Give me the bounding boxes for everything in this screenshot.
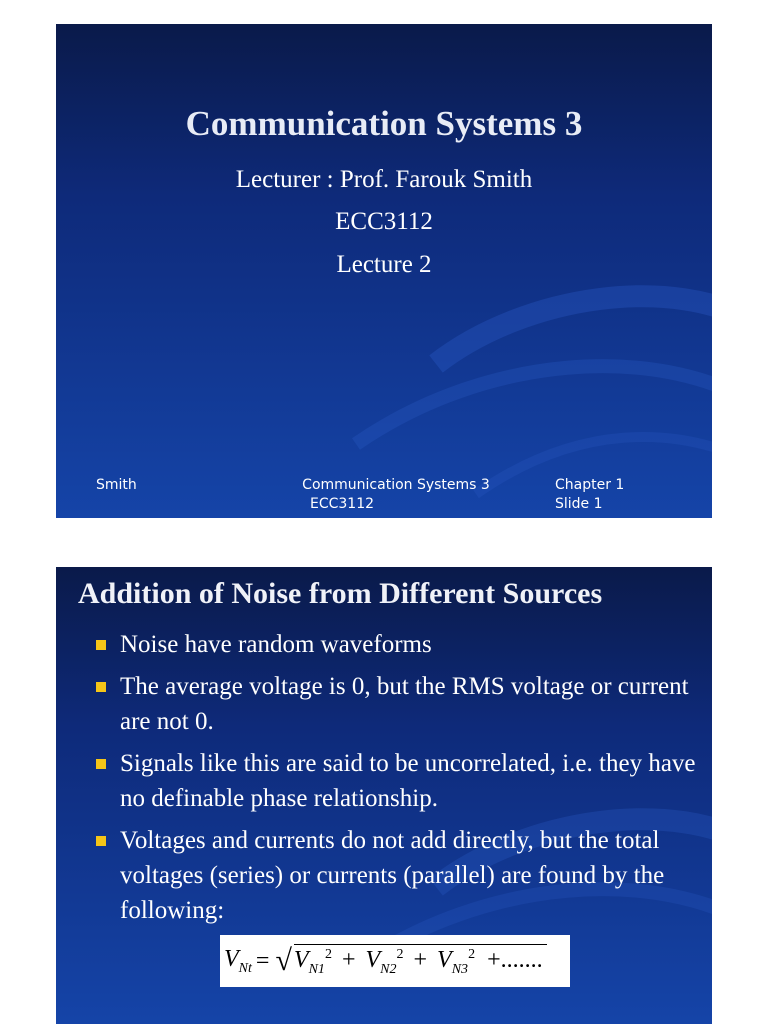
footer-slide-label: Slide 1 — [555, 496, 603, 512]
footer-course — [294, 476, 498, 514]
course-code: ECC3112 — [335, 208, 433, 235]
bullet-list — [96, 627, 696, 935]
footer-chapter-label: Chapter 1 — [555, 477, 625, 493]
footer-course-name: Communication Systems 3 — [302, 477, 490, 493]
footer-author: Smith — [96, 477, 137, 493]
formula-radicand: $V_{N1}^2 + V_{N2}^2 + V_{N3}^2$ +....... — [294, 944, 547, 978]
rms-sum-formula — [220, 935, 570, 987]
sqrt-icon: √ — [275, 944, 292, 977]
title-slide — [56, 24, 712, 518]
noise-addition-slide — [56, 567, 712, 1024]
bullet-text: The average voltage is 0, but the RMS voltage or current are not 0. — [120, 673, 689, 735]
slide-title: Communication Systems 3 — [185, 104, 583, 143]
bullet-text: Voltages and currents do not add directly, but the total voltages (series) or currents (parallel) are found by the following: — [120, 827, 665, 924]
square-bullet-icon — [96, 640, 106, 650]
bullet-text: Noise have random waveforms — [120, 631, 432, 658]
bullet-text: Signals like this are said to be uncorrelated, i.e. they have no definable phase relationship. — [120, 750, 696, 812]
list-item — [96, 627, 696, 662]
list-item — [96, 823, 696, 928]
footer-chapter — [555, 476, 624, 514]
list-item — [96, 669, 696, 739]
slide-title: Addition of Noise from Different Sources — [78, 577, 603, 610]
formula-equals: = — [255, 947, 270, 974]
lecture-number: Lecture 2 — [336, 251, 432, 278]
footer-course-code: ECC3112 — [310, 496, 375, 512]
square-bullet-icon — [96, 682, 106, 692]
list-item — [96, 746, 696, 816]
square-bullet-icon — [96, 759, 106, 769]
lecturer-line: Lecturer : Prof. Farouk Smith — [235, 166, 533, 193]
square-bullet-icon — [96, 836, 106, 846]
formula-lhs: $V_{Nt}$ — [224, 945, 252, 976]
